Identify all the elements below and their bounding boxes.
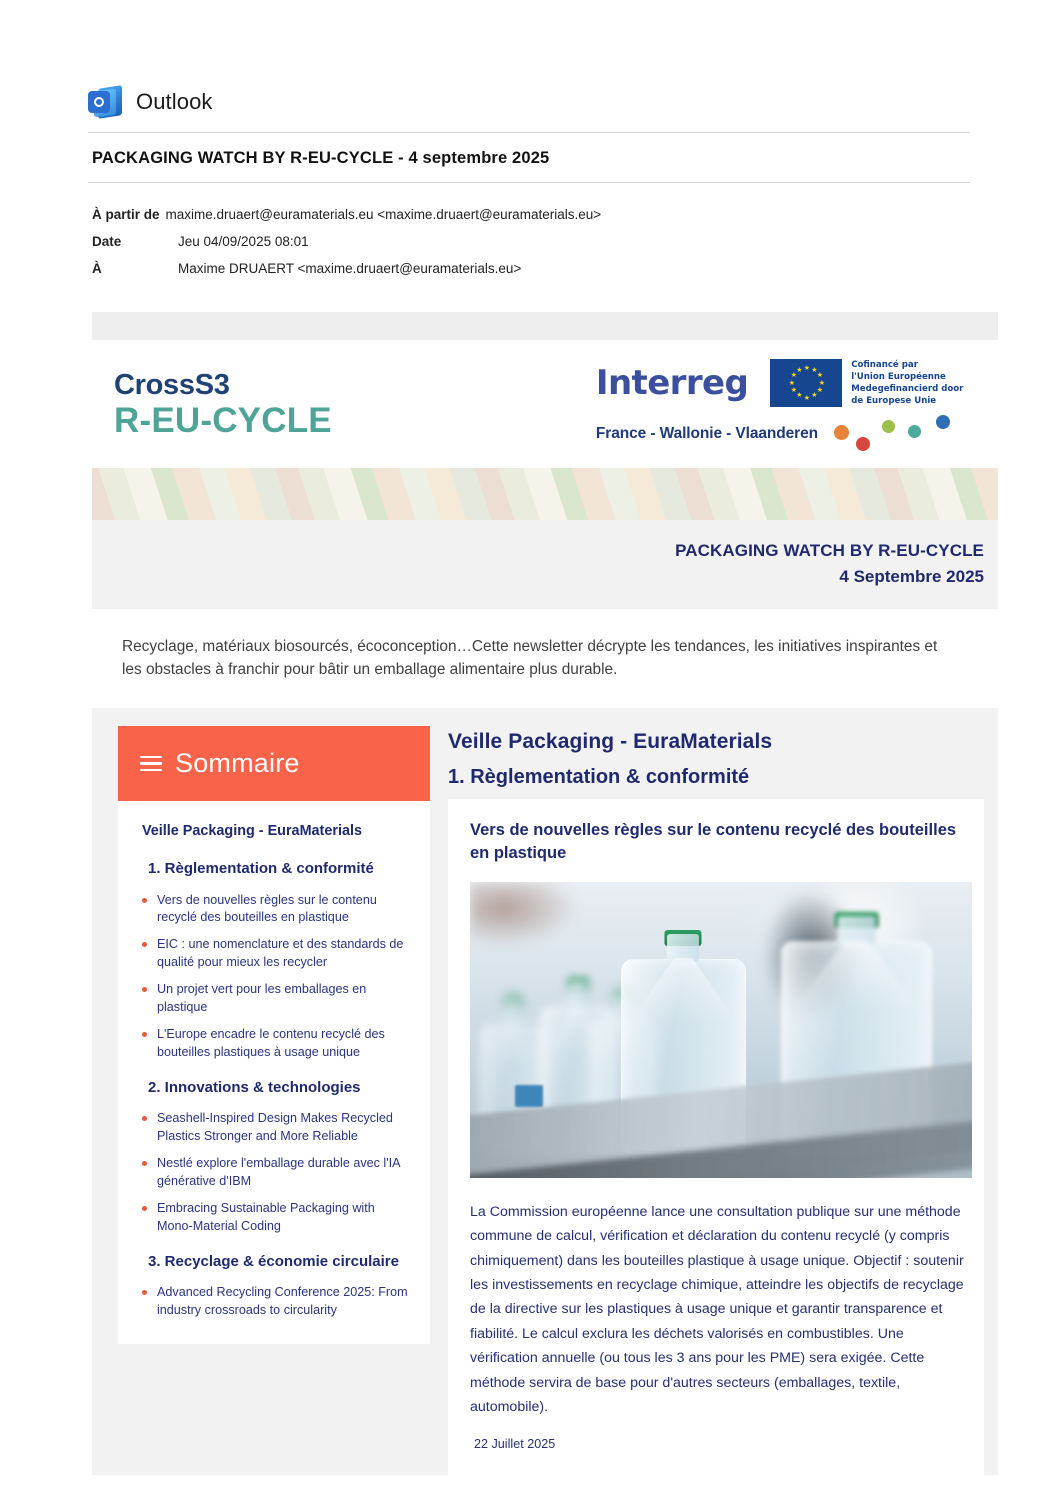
interreg-programme-label: France - Wallonie - Vlaanderen <box>595 425 818 443</box>
toc-item[interactable] <box>136 1017 412 1062</box>
newsletter-title-block <box>92 520 998 609</box>
newsletter-title: PACKAGING WATCH BY R-EU-CYCLE <box>675 541 984 560</box>
toc-heading: Veille Packaging - EuraMaterials <box>142 822 362 839</box>
bullet-icon <box>142 1161 147 1166</box>
toc-section-title: 2. Innovations & technologies <box>148 1078 361 1096</box>
newsletter-body <box>92 312 998 1475</box>
email-meta <box>0 183 1058 296</box>
interreg-dot <box>856 437 870 451</box>
interreg-bottom-row <box>596 417 972 451</box>
newsletter-logo-row <box>92 340 998 468</box>
eu-star: ★ <box>790 387 797 394</box>
interreg-dot <box>936 415 950 429</box>
crosss3-wordmark: CrossS3 <box>114 369 230 402</box>
interreg-dot <box>834 425 849 440</box>
eu-star: ★ <box>818 379 825 387</box>
newsletter-columns <box>92 708 998 1476</box>
eu-star: ★ <box>803 364 810 372</box>
toc-item[interactable] <box>136 883 412 928</box>
outlook-app-bar <box>0 0 1058 132</box>
meta-label-from: À partir de <box>92 207 160 222</box>
meta-label-to: À <box>92 261 102 276</box>
eu-caption-nl-1: Medegefinancierd door <box>851 384 964 394</box>
interreg-dot <box>882 420 895 433</box>
toc-item-label: Advanced Recycling Conference 2025: From industry crossroads to circularity <box>157 1285 408 1318</box>
packaging-banner-photo <box>92 468 998 520</box>
eu-star: ★ <box>816 387 823 394</box>
outlook-icon <box>88 85 122 119</box>
newsletter-intro-text: Recyclage, matériaux biosourcés, écoconception…Cette newsletter décrypte les tendances, les initiatives inspirantes et les obstacles à franchir pour bâtir un emballage alimentaire plus durable. <box>92 609 998 708</box>
eu-flag-icon <box>770 359 842 407</box>
toc-item-label: Seashell-Inspired Design Makes Recycled Plastics Stronger and More Reliable <box>157 1111 393 1144</box>
toc-section-title: 3. Recyclage & économie circulaire <box>148 1252 399 1270</box>
main-subheading: 1. Règlementation & conformité <box>448 765 750 788</box>
interreg-dots-graphic <box>832 417 972 451</box>
meta-row-to <box>92 255 970 282</box>
eu-star: ★ <box>803 394 810 402</box>
bullet-icon <box>142 1032 147 1037</box>
app-name-label: Outlook <box>136 89 213 114</box>
meta-label-date: Date <box>92 234 122 249</box>
eu-cofinancing-caption <box>851 359 963 408</box>
interreg-wordmark: Interreg <box>595 363 749 403</box>
toc-item-label: Un projet vert pour les emballages en plastique <box>157 982 367 1014</box>
newsletter-date: 4 Septembre 2025 <box>839 566 984 586</box>
email-subject: PACKAGING WATCH BY R-EU-CYCLE - 4 septembre 2025 <box>92 149 550 167</box>
meta-row-date <box>92 228 970 255</box>
eu-caption-nl-2: de Europese Unie <box>851 396 937 407</box>
toc-item-label: L'Europe encadre le contenu recyclé des bouteilles plastiques à usage unique <box>157 1026 385 1059</box>
reucycle-wordmark: R-EU-CYCLE <box>114 400 332 440</box>
bullet-icon <box>142 1206 147 1211</box>
toc-item[interactable] <box>136 1275 412 1320</box>
eu-star: ★ <box>816 372 823 379</box>
bullet-icon <box>142 898 147 903</box>
toc-item[interactable] <box>136 1101 412 1146</box>
interreg-dot <box>908 425 921 438</box>
article-title[interactable]: Vers de nouvelles règles sur le contenu recyclé des bouteilles en plastique <box>470 820 957 863</box>
meta-value-to: Maxime DRUAERT <maxime.druaert@euramaterials.eu> <box>178 261 522 276</box>
meta-row-from <box>92 201 970 228</box>
bullet-icon <box>142 1116 147 1121</box>
toc-section-title: 1. Règlementation & conformité <box>148 859 374 877</box>
eu-star: ★ <box>790 372 797 379</box>
article-date: 22 Juillet 2025 <box>474 1437 556 1452</box>
main-heading: Veille Packaging - EuraMaterials <box>448 729 773 753</box>
eu-star: ★ <box>811 366 818 374</box>
sommaire-label: Sommaire <box>175 747 300 778</box>
table-of-contents <box>118 801 430 1344</box>
eu-star: ★ <box>788 379 795 387</box>
bullet-icon <box>142 1290 147 1295</box>
eu-caption-fr-2: l'Union Européenne <box>851 371 946 382</box>
toc-item[interactable] <box>136 927 412 972</box>
article-card <box>448 799 984 1476</box>
sommaire-header <box>118 726 430 801</box>
eu-emblem-block <box>770 359 963 408</box>
eu-star: ★ <box>811 392 818 400</box>
article-body-text: La Commission européenne lance une consultation publique sur une méthode commune de calcul, vérification et déclaration du contenu recyclé (y compris chimiquement) dans les bouteilles plastique à usage unique. Objectif : soutenir les investissements en recyclage chimique, atteindre les objectifs de recyclage de la directive sur les plastiques à usage unique et garantir transparence et fiabilité. Le calcul exclura les déchets valorisés en combustibles. Une vérification annuelle (ou tous les 3 ans pour les PME) sera exigée. Cette méthode servira de base pour d'autres secteurs (emballages, textile, automobile). <box>470 1203 964 1416</box>
newsletter-top-strip <box>92 312 998 340</box>
interreg-top-row <box>596 359 964 408</box>
toc-item[interactable] <box>136 1146 412 1191</box>
eu-caption-fr-1: Cofinancé par <box>851 359 918 370</box>
toc-item-label: Nestlé explore l'emballage durable avec l'IA générative d'IBM <box>157 1156 400 1189</box>
hamburger-icon <box>140 756 162 771</box>
toc-item-label: Embracing Sustainable Packaging with Mono-Material Coding <box>157 1200 375 1233</box>
meta-value-date: Jeu 04/09/2025 08:01 <box>178 234 309 249</box>
interreg-logo <box>596 359 986 452</box>
bullet-icon <box>142 942 147 947</box>
eu-star: ★ <box>796 366 803 374</box>
bottles-production-line-photo <box>470 882 972 1178</box>
toc-item-label: EIC : une nomenclature et des standards de qualité pour mieux les recycler <box>157 937 404 970</box>
meta-value-from: maxime.druaert@euramaterials.eu <maxime.druaert@euramaterials.eu> <box>165 207 602 222</box>
reucycle-logo <box>108 370 332 440</box>
sommaire-column <box>118 726 430 1344</box>
toc-item[interactable] <box>136 1191 412 1236</box>
eu-star: ★ <box>796 392 803 400</box>
toc-item-label: Vers de nouvelles règles sur le contenu recyclé des bouteilles en plastique <box>157 892 377 925</box>
article-column <box>448 726 984 1476</box>
toc-item[interactable] <box>136 972 412 1017</box>
bullet-icon <box>142 987 147 992</box>
